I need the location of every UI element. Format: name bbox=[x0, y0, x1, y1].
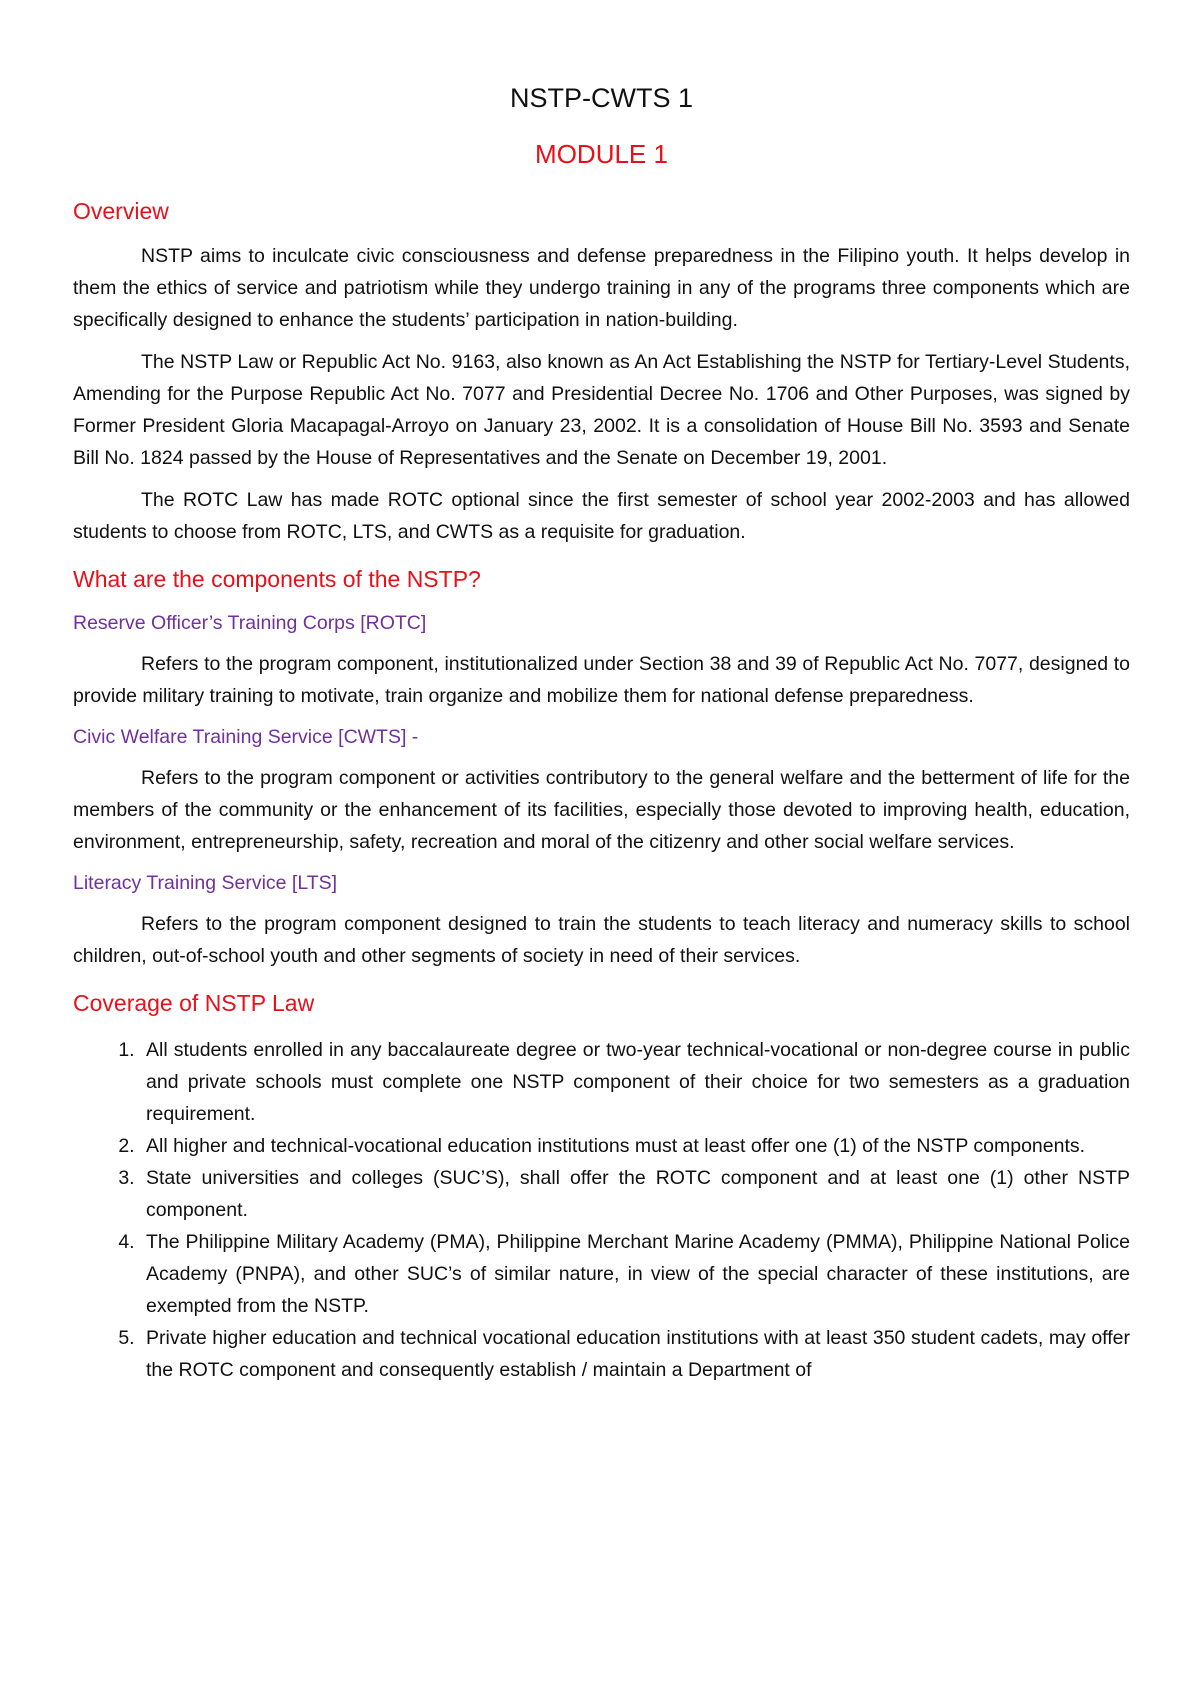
list-item: 5. Private higher education and technical vocational education institutions with at least 350 student cadets, may offer the ROTC component and consequently establish / maintain a Department of bbox=[140, 1322, 1130, 1386]
overview-paragraph: The ROTC Law has made ROTC optional since the first semester of school year 2002-2003 and has allowed students to choose from ROTC, LTS, and CWTS as a requisite for graduation. bbox=[73, 489, 1130, 543]
component-title-lts: Literacy Training Service [LTS] bbox=[73, 872, 338, 894]
component-text-cwts: Refers to the program component or activities contributory to the general welfare and the betterment of life for the members of the community or the enhancement of its facilities, especially those devoted to improving health, education, environment, entrepreneurship, safety, recreation and moral of the citizenry and other social welfare services. bbox=[73, 767, 1130, 853]
component-title-cwts: Civic Welfare Training Service [CWTS] - bbox=[73, 726, 419, 748]
list-item: 4. The Philippine Military Academy (PMA), Philippine Merchant Marine Academy (PMMA), Philippine National Police Academy (PNPA), and other SUC’s of similar nature, in view of the special character of these institutions, are exempted from the NSTP. bbox=[140, 1226, 1130, 1322]
list-item: 3. State universities and colleges (SUC’S), shall offer the ROTC component and at least one (1) other NSTP component. bbox=[140, 1162, 1130, 1226]
overview-paragraph: NSTP aims to inculcate civic consciousness and defense preparedness in the Filipino youth. It helps develop in them the ethics of service and patriotism while they undergo training in any of the programs three components which are specifically designed to enhance the students’ participation in nation-building. bbox=[73, 245, 1130, 331]
overview-paragraph: The NSTP Law or Republic Act No. 9163, also known as An Act Establishing the NSTP for Tertiary-Level Students, Amending for the Purpose Republic Act No. 7077 and Presidential Decree No. 1706 and Other Purposes, was signed by Former President Gloria Macapagal-Arroyo on January 23, 2002. It is a consolidation of House Bill No. 3593 and Senate Bill No. 1824 passed by the House of Representatives and the Senate on December 19, 2001. bbox=[73, 351, 1130, 469]
module-heading: MODULE 1 bbox=[535, 139, 668, 169]
document-title: NSTP-CWTS 1 bbox=[509, 83, 693, 113]
list-item: 1. All students enrolled in any baccalaureate degree or two-year technical-vocational or non-degree course in public and private schools must complete one NSTP component of their choice for two semesters as a graduation requirement. bbox=[140, 1034, 1130, 1130]
component-title-rotc: Reserve Officer’s Training Corps [ROTC] bbox=[73, 612, 427, 634]
component-text-lts: Refers to the program component designed to train the students to teach literacy and numeracy skills to school children, out-of-school youth and other segments of society in need of their services. bbox=[73, 913, 1130, 967]
components-heading: What are the components of the NSTP? bbox=[73, 566, 481, 592]
coverage-list bbox=[73, 1034, 1130, 1386]
coverage-heading: Coverage of NSTP Law bbox=[73, 990, 315, 1016]
component-text-rotc: Refers to the program component, institutionalized under Section 38 and 39 of Republic Act No. 7077, designed to provide military training to motivate, train organize and mobilize them for national defense preparedness. bbox=[73, 653, 1130, 707]
overview-heading: Overview bbox=[73, 198, 169, 224]
list-item: 2. All higher and technical-vocational education institutions must at least offer one (1) of the NSTP components. bbox=[140, 1130, 1130, 1162]
